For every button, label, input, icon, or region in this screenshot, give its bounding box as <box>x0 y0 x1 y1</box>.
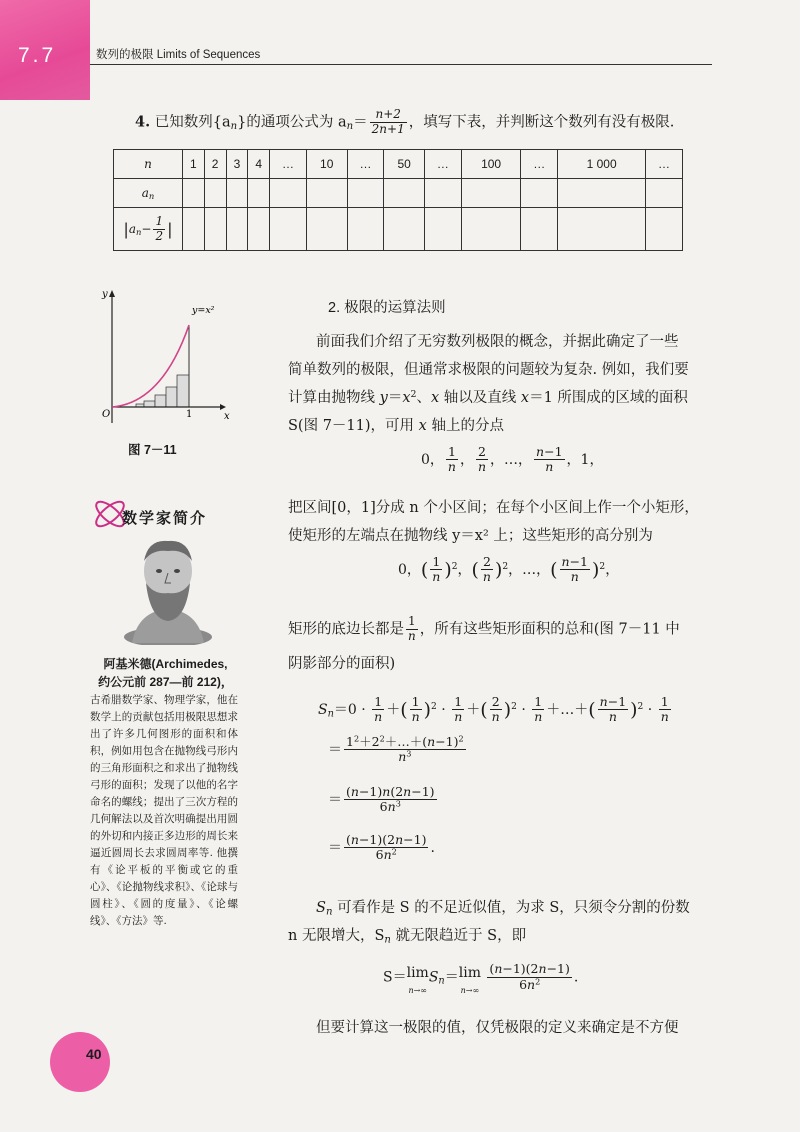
table-row-diff <box>114 208 683 251</box>
table-col: 1 <box>183 150 205 179</box>
table-cell <box>521 208 558 251</box>
table-col: … <box>646 150 683 179</box>
table-cell <box>226 179 248 208</box>
table-cell <box>461 208 521 251</box>
table-header-an: $a_n$ <box>114 179 183 208</box>
paragraph-line: 但要计算这一极限的值，仅凭极限的定义来确定是不方便 <box>316 1020 679 1036</box>
table-cell <box>425 208 462 251</box>
paragraph-line: 使矩形的左端点在抛物线 y＝x² 上；这些矩形的高分别为 <box>288 528 653 544</box>
table-cell <box>204 208 226 251</box>
page-number-badge <box>50 1032 110 1092</box>
riemann-rectangles <box>136 375 189 407</box>
problem-4: 4. 已知数列$\{a_n\}$的通项公式为 $a_n=$ $\frac{n+2}{2n+1}$ ，填写下表，并判断这个数列有没有极限. <box>135 107 675 136</box>
bio-body: 古希腊数学家、物理学家，他在数学上的贡献包括用极限思想求出了许多几何图形的面积和体积，例如用包含在抛物线弓形内的三角形面积之和求出了抛物线弓形的面积；发现了以他的名字命名的螺线；提出了三次方程的几何解法以及首次明确提出用圆的外切和内接正多边形的周长来逼近圆周长去求圆周率等. 他撰有《论平板的平衡或它的重心》、《论抛物线求积》、《论球与圆柱》、《圆的度量》、《论螺线》、《方法》等. <box>90 694 238 927</box>
paragraph-line: S(图 7－11)，可用 x 轴上的分点 <box>288 418 504 434</box>
problem-text-before: 已知数列{a <box>154 114 231 131</box>
y-axis-label: y <box>102 289 108 300</box>
table-cell <box>384 179 425 208</box>
paragraph-line: 前面我们介绍了无穷数列极限的概念，并据此确定了一些 <box>316 334 679 350</box>
paragraph-line: 矩形的底边长都是 $\frac{1}{n}$ ，所有这些矩形面积的总和(图 7－11 中 <box>288 614 680 643</box>
table-cell <box>558 179 646 208</box>
table-cell <box>248 179 270 208</box>
table-col: 4 <box>248 150 270 179</box>
table-cell <box>183 179 205 208</box>
table-col: 2 <box>204 150 226 179</box>
header-title: 数列的极限 Limits of Sequences <box>96 49 261 61</box>
section-title: 2. 极限的运算法则 <box>328 300 446 316</box>
origin-label: O <box>102 409 111 420</box>
table-cell <box>646 179 683 208</box>
sum-formula-line3: ＝ $\frac{(n-1)n(2n-1)}{6n^3}$ <box>328 784 435 815</box>
table-row-an <box>114 179 683 208</box>
table-cell <box>306 179 347 208</box>
limit-formula: S＝ lim n→∞ $S_n=$ lim n→∞ $\frac{(n-1)(2n-1)}{6n^2}$ . <box>383 961 579 995</box>
problem-number: 4. <box>135 113 151 131</box>
parabola-figure <box>92 283 252 433</box>
paragraph-line: $S_n$ 可看作是 S 的不足近似值，为求 S，只须令分割的份数 <box>316 900 690 918</box>
problem-text-after: ，填写下表，并判断这个数列有没有极限. <box>408 114 675 131</box>
table-header-n: n <box>114 150 183 179</box>
table-cell <box>347 208 384 251</box>
table-cell <box>270 179 307 208</box>
sum-formula-line2: ＝ $\frac{1^2+2^2+\dots+(n-1)^2}{n^3}$ <box>328 733 464 765</box>
table-cell <box>384 208 425 251</box>
table-cell <box>226 208 248 251</box>
partition-points: 0， $\frac{1}{n}$ ， $\frac{2}{n}$ ，…， $\frac{n-1}{n}$ ，1， <box>421 444 604 475</box>
table-col: 3 <box>226 150 248 179</box>
table-col: … <box>270 150 307 179</box>
data-table <box>113 149 683 251</box>
paragraph-line: 把区间[0，1]分成 n 个小区间；在每个小区间上作一个小矩形， <box>288 500 699 516</box>
table-cell <box>204 179 226 208</box>
curve-label: y=x² <box>192 305 215 316</box>
table-cell <box>461 179 521 208</box>
bio-name: 阿基米德(Archimedes, 约公元前 287—前 212)， <box>98 657 233 689</box>
rectangle-heights: 0，( $\frac{1}{n}$ )$^2$，( $\frac{2}{n}$ )$^2$，…，( $\frac{n-1}{n}$ )$^2$， <box>398 554 620 585</box>
table-col: … <box>521 150 558 179</box>
archimedes-portrait <box>118 533 218 645</box>
table-cell <box>347 179 384 208</box>
table-cell <box>306 208 347 251</box>
figure-caption: 图 7－11 <box>128 443 177 457</box>
table-header-diff: $|a_n-$ $\frac{1}{2}$ | <box>114 208 183 251</box>
table-cell <box>183 208 205 251</box>
table-cell <box>270 208 307 251</box>
problem-text-mid: }的通项公式为 a <box>237 114 347 131</box>
table-row-n <box>114 150 683 179</box>
table-col: 1 000 <box>558 150 646 179</box>
one-label: 1 <box>186 409 193 420</box>
table-col: 10 <box>306 150 347 179</box>
table-col: … <box>347 150 384 179</box>
paragraph-line: 计算由抛物线 $y=x^2$、x 轴以及直线 x＝1 所围成的区域的面积 <box>288 388 688 406</box>
x-axis-label: x <box>224 411 230 422</box>
sum-formula-line4: ＝ $\frac{(n-1)(2n-1)}{6n^2}$ . <box>328 832 435 863</box>
table-cell <box>248 208 270 251</box>
paragraph-line: 阴影部分的面积) <box>288 656 396 672</box>
sum-formula-line1: $S_n=0$ · $\frac{1}{n}$ ＋( $\frac{1}{n}$ )$^2$ · $\frac{1}{n}$ ＋( $\frac{2}{n}$ )$^2$ · $\frac{1}{n}$ ＋…＋( $\frac{n-1}{n}$ )$^2$ · $\frac{1}{n}$ <box>318 694 669 725</box>
paragraph-line: 简单数列的极限，但通常求极限的问题较为复杂. 例如，我们要 <box>288 362 689 378</box>
table-col: 50 <box>384 150 425 179</box>
paragraph-line: n 无限增大，$S_n$ 就无限趋近于 S，即 <box>288 928 527 946</box>
page-number: 40 <box>86 1046 102 1062</box>
table-cell <box>425 179 462 208</box>
bio-title: 数学家简介 <box>122 509 208 527</box>
table-cell <box>646 208 683 251</box>
table-col: … <box>425 150 462 179</box>
section-number: 7.7 <box>18 44 57 67</box>
table-cell <box>521 179 558 208</box>
header-divider <box>90 64 712 65</box>
problem-fraction: $\frac{n+2}{2n+1}$ <box>371 107 405 136</box>
table-cell <box>558 208 646 251</box>
table-col: 100 <box>461 150 521 179</box>
